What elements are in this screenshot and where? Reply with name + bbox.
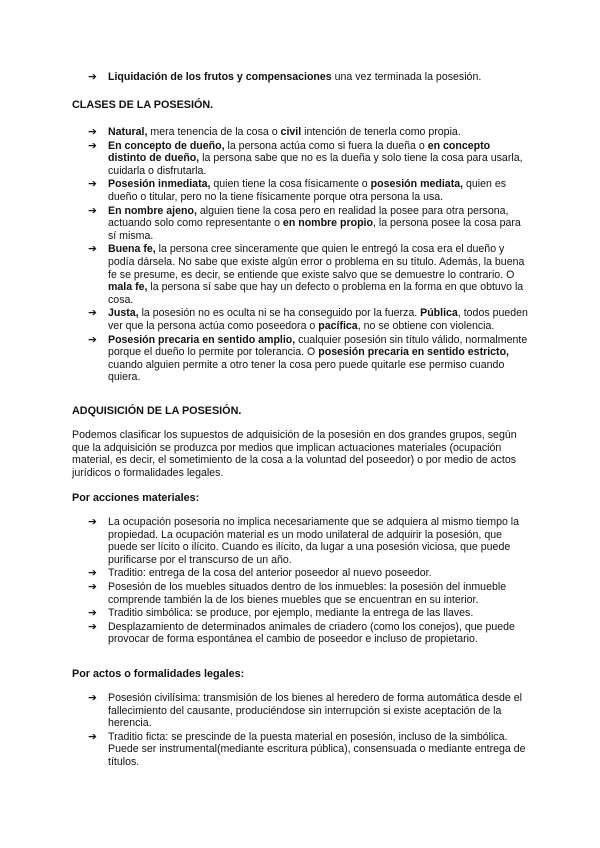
item-bold-2: Pública (420, 307, 458, 320)
arrow-bullet-icon: ➔ (88, 620, 97, 633)
clases-list (0, 126, 600, 384)
section-heading-adquisicion: ADQUISICIÓN DE LA POSESIÓN. (72, 405, 242, 417)
item-text-2: cuando alguien permite a otro tener la cosa pero puede quitarle ese permiso cuando quiera. (108, 358, 505, 384)
item-text-1: alguien tiene la cosa pero en realidad la posee para otra persona, actuando solo como representante o (108, 204, 509, 230)
item-bold-2: en concepto distinto de dueño, (108, 139, 491, 165)
item-text-2: intención de tenerla como propia. (301, 126, 461, 138)
item-text-1: Desplazamiento de determinados animales de criadero (como los conejos), que puede provocar de forma espontánea el cambio de poseedor e incluso de propietario. (108, 620, 515, 646)
arrow-bullet-icon: ➔ (88, 692, 97, 704)
arrow-bullet-icon: ➔ (88, 580, 97, 593)
item-bold-1: Justa, (108, 307, 139, 320)
legales-list (0, 692, 600, 769)
item-text-1: la persona actúa como si fuera la dueña o (224, 139, 428, 152)
materiales-section (0, 516, 600, 647)
item-text-1: Posesión de los muebles situados dentro de los inmuebles: la posesión del inmueble comprende también la de los bienes muebles que se encuentran en su interior. (108, 580, 507, 606)
item-text-1: quien tiene la cosa físicamente o (210, 178, 371, 191)
item-text-2: la persona sabe que no es la dueña y solo tiene la cosa para usarla, cuidarla o disfrutarla. (108, 152, 523, 177)
item-text-2: quien es dueño o titular, pero no la tiene físicamente porque otra persona la usa. (108, 178, 507, 203)
item-bold-1: Posesión precaria en sentido amplio, (108, 333, 296, 346)
arrow-bullet-icon: ➔ (88, 126, 97, 138)
list-item (0, 243, 600, 306)
item-text-2: , la persona posee la cosa para sí misma. (108, 217, 521, 242)
item-bold-2: posesión precaria en sentido estricto, (318, 346, 509, 359)
item-bold-1: En concepto de dueño, (108, 139, 225, 152)
item-text-1: Traditio: entrega de la cosa del anterior poseedor al nuevo poseedor. (108, 567, 432, 580)
item-bold-2: en nombre propio (282, 217, 373, 230)
subheading-materiales: Por acciones materiales: (72, 492, 200, 504)
list-item (0, 516, 600, 566)
item-text-1: La ocupación posesoria no implica necesariamente que se adquiera al mismo tiempo la propiedad. La ocupación material es un modo unilateral de adquirir la posesión, que puede ser lícito o ilícito. Cuando es ilícito, da lugar a una posesión viciosa, que puede purificarse por el transcurso de un año. (108, 516, 520, 566)
arrow-bullet-icon: ➔ (88, 71, 97, 83)
item-text-1: Traditio ficta: se prescinde de la puesta material en posesión, incluso de la simbólica. Puede ser instrumental(mediante escritura pública), consensuada o mediante entrega de títulos. (108, 730, 526, 768)
materiales-list (0, 516, 600, 646)
item-bold-2: posesión mediata, (370, 178, 464, 191)
arrow-bullet-icon: ➔ (88, 567, 97, 580)
item-bold-2: civil (280, 126, 302, 138)
arrow-bullet-icon: ➔ (88, 307, 97, 320)
legales-section (0, 692, 600, 770)
item-text-2: , todos pueden ver que la persona actúa como poseedora o (108, 307, 528, 332)
arrow-bullet-icon: ➔ (88, 178, 97, 191)
top-section (0, 71, 600, 85)
item-text-1: una vez terminada la posesión. (331, 71, 482, 83)
list-item (0, 334, 600, 384)
arrow-bullet-icon: ➔ (88, 139, 97, 152)
arrow-bullet-icon: ➔ (88, 516, 97, 528)
item-bold-1: Buena fe, (108, 243, 156, 256)
list-item (0, 71, 600, 84)
arrow-bullet-icon: ➔ (88, 243, 97, 256)
item-text-1: Posesión civilísima: transmisión de los bienes al heredero de forma automática desde el fallecimiento del causante, produciéndose sin interrupción si existe aceptación de la herencia. (108, 692, 522, 730)
item-text-1: la persona cree sinceramente que quien le entregó la cosa era el dueño y podía dársela. No sabe que existe algún error o problema en su título. Además, la buena fe se presume, es decir, se entiende que existe salvo que se demuestre lo contrario. O (108, 243, 525, 281)
list-item (0, 205, 600, 243)
item-bold-1: Liquidación de los frutos y compensaciones (108, 71, 332, 83)
item-text-1: Traditio simbólica: se produce, por ejemplo, mediante la entrega de las llaves. (108, 607, 474, 620)
list-item (0, 581, 600, 606)
list-item (0, 140, 600, 178)
item-text-1: cualquier posesión sin título válido, normalmente porque el dueño lo permite por tolerancia. O (108, 333, 528, 359)
item-text-1: la posesión no es oculta ni se ha conseguido por la fuerza. (138, 307, 421, 320)
arrow-bullet-icon: ➔ (88, 607, 97, 620)
subheading-legales: Por actos o formalidades legales: (72, 668, 245, 680)
item-bold-1: En nombre ajeno, (108, 204, 197, 217)
list-item (0, 731, 600, 769)
adquisicion-intro-paragraph: Podemos clasificar los supuestos de adquisición de la posesión en dos grandes grupos, según que la adquisición se produzca por medios que implican actuaciones materiales (ocupación material, es decir, el sometimiento de la cosa a la voluntad del poseedor) o por medio de actos jurídicos o formalidades legales. (72, 429, 517, 479)
item-bold-3: pacífica (318, 319, 358, 332)
item-text-1: mera tenencia de la cosa o (147, 126, 281, 138)
clases-section (0, 126, 600, 385)
list-item (0, 607, 600, 620)
list-item (0, 692, 600, 730)
arrow-bullet-icon: ➔ (88, 204, 97, 217)
item-bold-1: Posesión inmediata, (108, 178, 211, 191)
list-item (0, 307, 600, 332)
item-bold-2: mala fe, (108, 281, 148, 294)
list-item (0, 567, 600, 580)
item-text-3: , no se obtiene con violencia. (357, 319, 495, 332)
arrow-bullet-icon: ➔ (88, 730, 97, 743)
arrow-bullet-icon: ➔ (88, 333, 97, 346)
top-list (0, 71, 600, 84)
section-heading-clases: CLASES DE LA POSESIÓN. (72, 99, 214, 111)
item-text-2: la persona sí sabe que hay un defecto o problema en la forma en que obtuvo la cosa. (108, 281, 524, 306)
list-item (0, 126, 600, 139)
list-item (0, 621, 600, 646)
item-bold-1: Natural, (108, 126, 148, 138)
list-item (0, 178, 600, 203)
